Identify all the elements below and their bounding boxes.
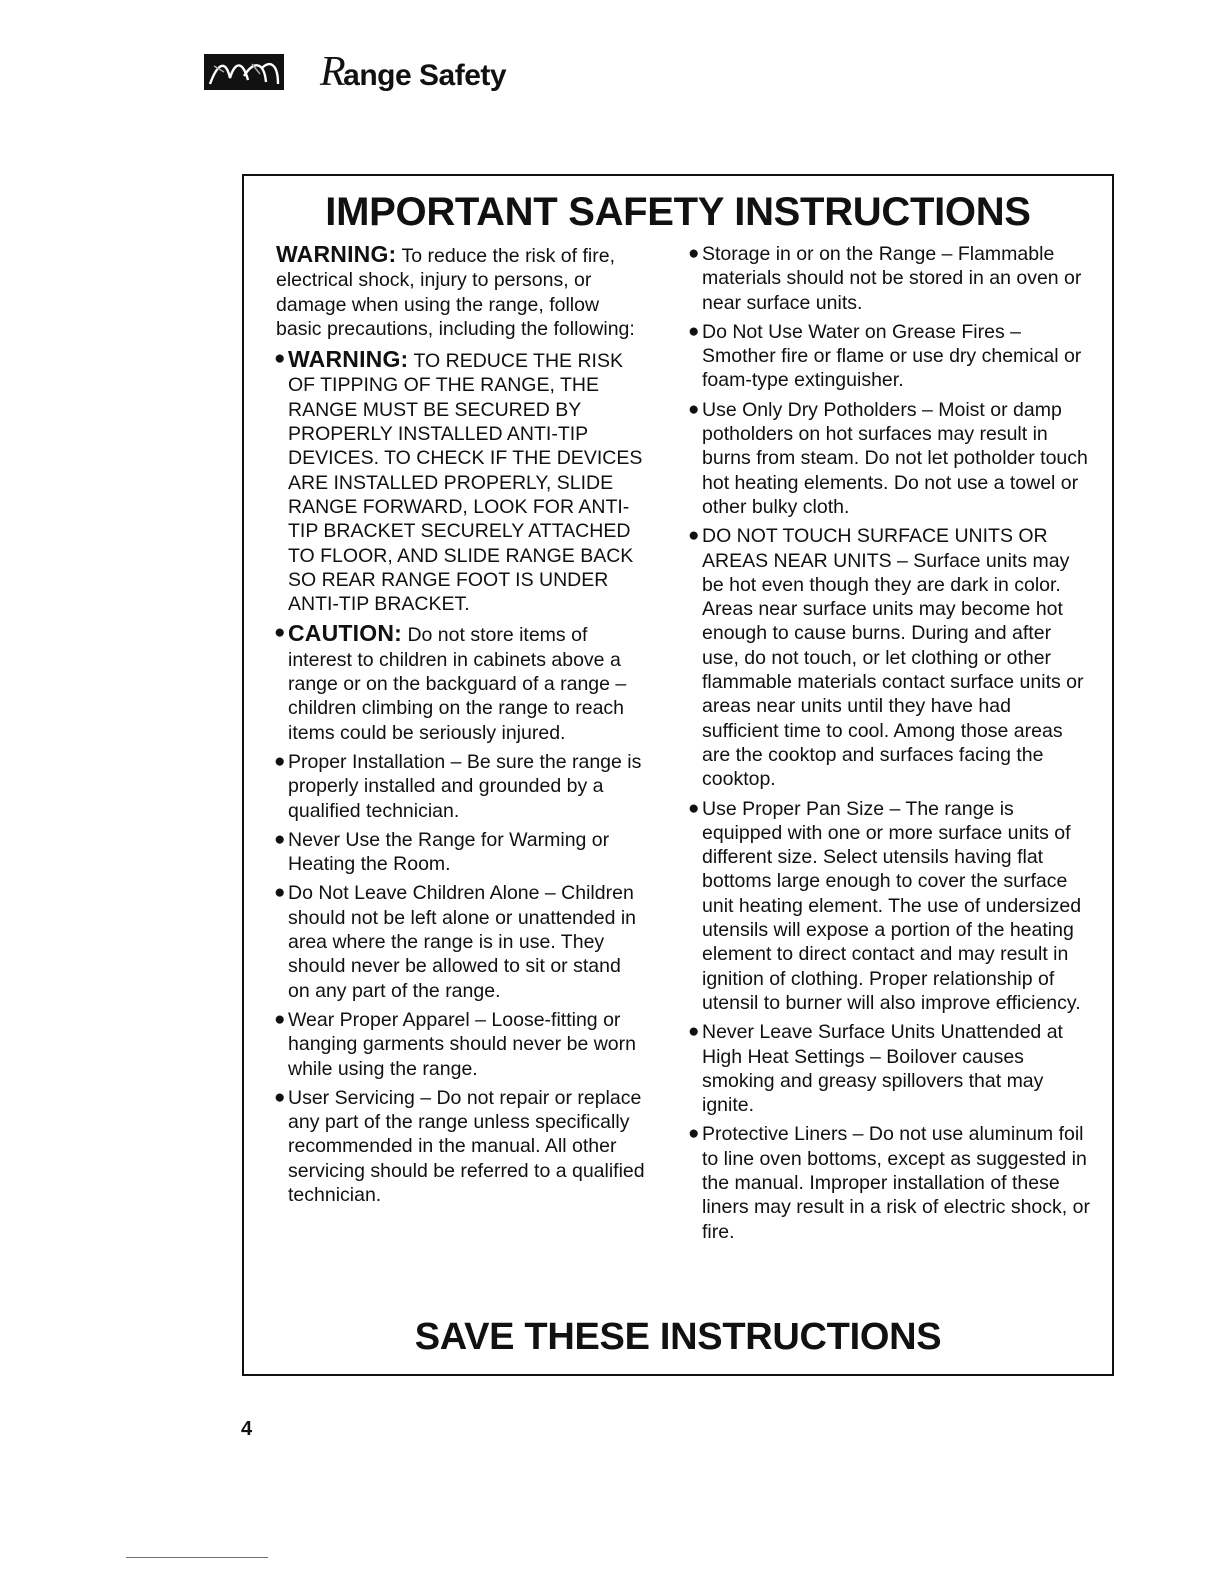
instruction-item	[690, 797, 1090, 1016]
item-text: DO NOT TOUCH SURFACE UNITS OR AREAS NEAR UNITS – Surface units may be hot even though they are dark in color. Areas near surface units may become hot enough to cause burns. During and after use, do not touch, or let clothing or other flammable materials contact surface units or areas near units until they have had sufficient time to cool. Among those areas are the cooktop and surfaces facing the cooktop.	[702, 525, 1084, 791]
save-instructions-footer: SAVE THESE INSTRUCTIONS	[414, 1316, 942, 1358]
bullet-icon: ●	[274, 622, 286, 644]
item-text: Storage in or on the Range – Flammable materials should not be stored in an oven or near surface units.	[702, 243, 1082, 314]
item-keyword: WARNING:	[288, 346, 409, 373]
item-text: TO REDUCE THE RISK OF TIPPING OF THE RANGE, THE RANGE MUST BE SECURED BY PROPERLY INSTALLED ANTI-TIP DEVICES. TO CHECK IF THE DEVICES ARE INSTALLED PROPERLY, SLIDE RANGE FORWARD, LOOK FOR ANTI-TIP BRACKET SECURELY ATTACHED TO FLOOR, AND SLIDE RANGE BACK SO REAR RANGE FOOT IS UNDER ANTI-TIP BRACKET.	[288, 350, 643, 616]
instruction-item	[690, 242, 1090, 315]
left-column	[276, 242, 646, 1212]
instruction-item	[690, 320, 1090, 393]
title-rest: ange Safety	[343, 59, 507, 92]
bullet-icon: ●	[688, 243, 700, 264]
section-title	[320, 48, 506, 96]
bullet-icon: ●	[274, 1008, 286, 1030]
instruction-item	[276, 828, 646, 877]
intro-paragraph	[276, 242, 646, 341]
bullet-icon: ●	[274, 828, 286, 850]
bullet-icon: ●	[688, 1123, 700, 1145]
instruction-item	[690, 1020, 1090, 1117]
item-keyword: CAUTION:	[288, 620, 403, 647]
instruction-item	[276, 1086, 646, 1207]
item-text: Never Use the Range for Warming or Heating the Room.	[288, 828, 610, 876]
right-column	[690, 242, 1090, 1249]
instruction-item	[276, 621, 646, 744]
bullet-icon: ●	[688, 398, 700, 420]
item-text: Do not store items of interest to children in cabinets above a range or on the backguard of a range – children climbing on the range to reach items could be seriously injured.	[288, 624, 627, 744]
intro-keyword: WARNING:	[276, 241, 397, 267]
safety-instructions-box	[242, 174, 1114, 1376]
bullet-icon: ●	[274, 1086, 286, 1108]
instruction-item	[276, 881, 646, 1002]
instruction-item	[276, 1008, 646, 1081]
bullet-icon: ●	[688, 525, 700, 547]
item-text: Proper Installation – Be sure the range is properly installed and grounded by a qualified technician.	[288, 750, 642, 822]
title-initial: R	[320, 49, 346, 95]
item-text: Never Leave Surface Units Unattended at High Heat Settings – Boilover causes smoking and greasy spillovers that may ignite.	[702, 1021, 1063, 1117]
item-text: User Servicing – Do not repair or replace any part of the range unless specifically recommended in the manual. All other servicing should be referred to a qualified technician.	[288, 1086, 645, 1206]
page-number: 4	[241, 1418, 253, 1440]
item-text: Protective Liners – Do not use aluminum foil to line oven bottoms, except as suggested in the manual. Improper installation of these liners may result in a risk of electric shock, or fire.	[702, 1123, 1090, 1243]
instruction-item	[276, 750, 646, 823]
bullet-icon: ●	[688, 1021, 700, 1043]
instruction-item	[690, 1122, 1090, 1243]
right-instruction-list	[690, 242, 1090, 1244]
box-title: IMPORTANT SAFETY INSTRUCTIONS	[325, 190, 1031, 234]
instruction-item	[276, 347, 646, 616]
item-text: Use Only Dry Potholders – Moist or damp potholders on hot surfaces may result in burns from steam. Do not let potholder touch hot heating elements. Do not use a towel or other bulky cloth.	[702, 398, 1088, 518]
instruction-item	[690, 524, 1090, 791]
item-text: Use Proper Pan Size – The range is equipped with one or more surface units of different size. Select utensils having flat bottoms large enough to cover the surface unit heating element. The use of undersized utensils will expose a portion of the heating element to direct contact and may result in ignition of clothing. Proper relationship of utensil to burner will also improve efficiency.	[702, 797, 1082, 1014]
bullet-icon: ●	[688, 320, 700, 342]
footer-rule	[126, 1557, 268, 1558]
bullet-icon: ●	[274, 348, 286, 370]
range-emblem-icon	[204, 54, 284, 90]
item-text: Wear Proper Apparel – Loose-fitting or hanging garments should never be worn while using the range.	[288, 1008, 636, 1080]
page-header	[204, 48, 506, 96]
bullet-icon: ●	[688, 797, 700, 819]
item-text: Do Not Leave Children Alone – Children should not be left alone or unattended in area where the range is in use. They should never be allowed to sit or stand on any part of the range.	[288, 882, 637, 1002]
intro-text: To reduce the risk of fire, electrical shock, injury to persons, or damage when using the range, follow basic precautions, including the following:	[276, 245, 635, 340]
bullet-icon: ●	[274, 750, 286, 772]
left-instruction-list	[276, 347, 646, 1207]
instruction-item	[690, 398, 1090, 519]
bullet-icon: ●	[274, 882, 286, 904]
item-text: Do Not Use Water on Grease Fires – Smother fire or flame or use dry chemical or foam-type extinguisher.	[702, 320, 1082, 392]
